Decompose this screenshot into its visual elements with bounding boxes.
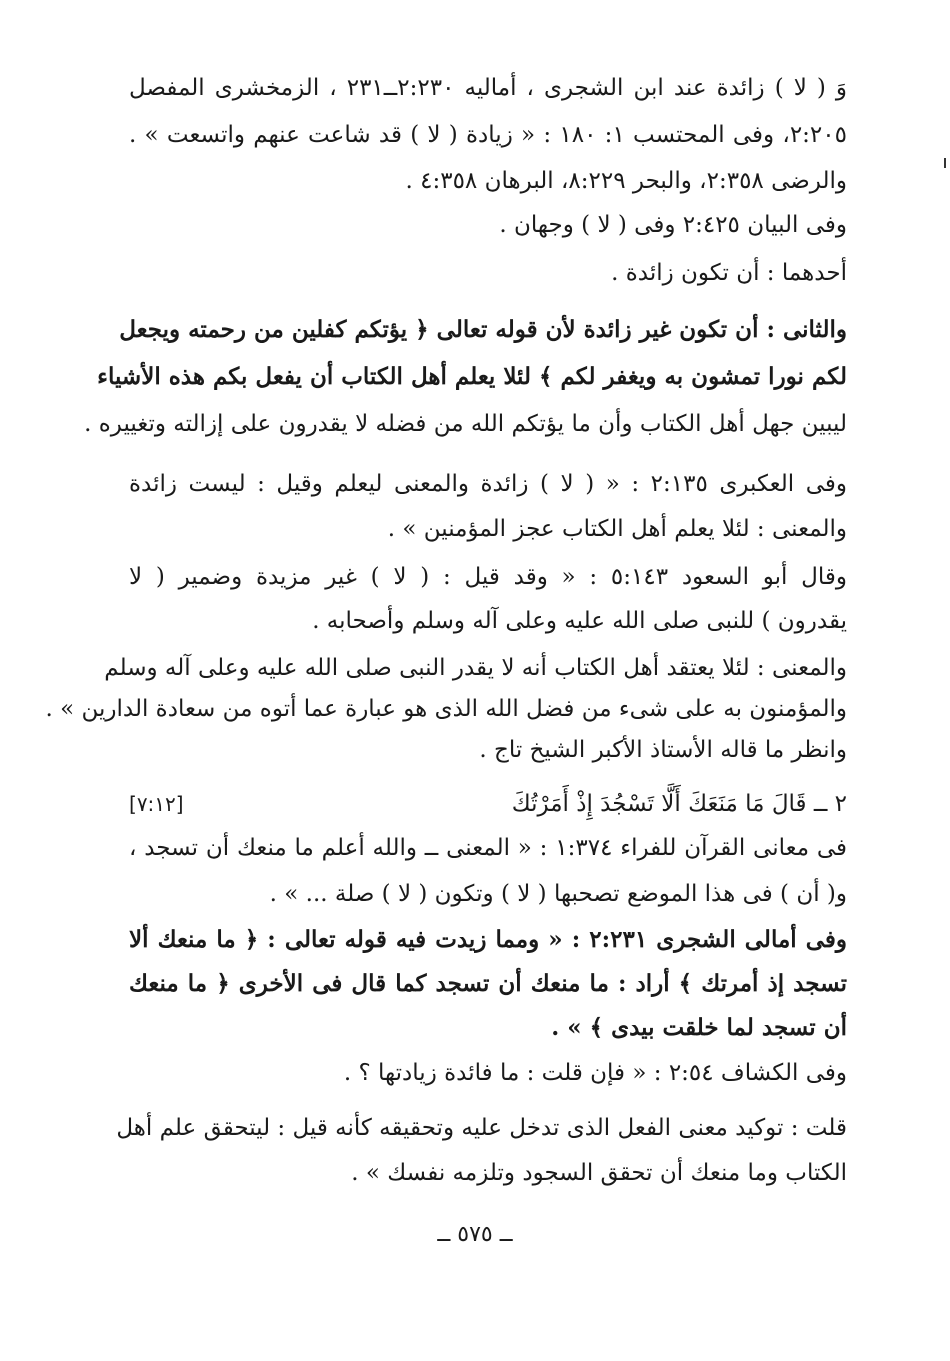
text-line-12: يقدرون ) للنبى صلى الله عليه وعلى آله وسلم وأصحابه .	[312, 608, 847, 634]
text-line-15: وانظر ما قاله الأستاذ الأكبر الشيخ تاج .	[479, 737, 847, 763]
text-line-3: والرضى ٢:٣٥٨، والبحر ٨:٢٢٩، البرهان ٤:٣٥٨ .	[405, 168, 847, 194]
text-line-7: لكم نورا تمشون به ويغفر لكم ﴾ لئلا يعلم أهل الكتاب أن يفعل بكم هذه الأشياء	[97, 363, 847, 390]
quran-verse-reference: [٧:١٢]	[129, 792, 184, 816]
text-line-23: الكتاب وما منعك أن تحقق السجود وتلزمه نفسك » .	[351, 1160, 847, 1186]
text-line-20: أن تسجد لما خلقت بيدى ﴾ » .	[551, 1014, 847, 1041]
text-line-8: ليبين جهل أهل الكتاب وأن ما يؤتكم الله من فضله لا يقدرون على إزالته وتغييره .	[84, 411, 847, 437]
page-number: ــ ٥٧٥ ــ	[437, 1222, 513, 1247]
text-line-17: و( أن ) فى هذا الموضع تصحبها ( لا ) وتكون ( لا ) صلة ... » .	[269, 881, 847, 907]
text-line-14: والمؤمنون به على شىء من فضل الله الذى هو عبارة عما أتوه من سعادة الدارين » .	[45, 696, 847, 722]
text-line-18: وفى أمالى الشجرى ٢:٢٣١ : « ومما زيدت فيه قوله تعالى : ﴿ ما منعك ألا	[129, 926, 847, 953]
quran-verse-text: ٢ ــ قَالَ مَا مَنَعَكَ أَلَّا تَسْجُدَ إِذْ أَمَرْتُكَ	[511, 791, 847, 817]
text-line-13: والمعنى : لئلا يعتقد أهل الكتاب أنه لا يقدر النبى صلى الله عليه وعلى آله وسلم	[104, 655, 847, 681]
text-line-10: والمعنى : لئلا يعلم أهل الكتاب عجز المؤمنين » .	[387, 516, 847, 542]
scan-edge-mark	[944, 158, 946, 168]
text-line-6: والثانى : أن تكون غير زائدة لأن قوله تعالى ﴿ يؤتكم كفلين من رحمته ويجعل	[119, 316, 847, 343]
text-line-4: وفى البيان ٢:٤٢٥ وفى ( لا ) وجهان .	[499, 212, 847, 238]
text-line-22: قلت : توكيد معنى الفعل الذى تدخل عليه وتحقيقه كأنه قيل : ليتحقق علم أهل	[116, 1115, 847, 1141]
text-line-5: أحدهما : أن تكون زائدة .	[611, 260, 847, 286]
text-line-9: وفى العكبرى ٢:١٣٥ : « ( لا ) زائدة والمعنى ليعلم وقيل : ليست زائدة	[129, 471, 847, 497]
text-line-1: وَ ( لا ) زائدة عند ابن الشجرى ، أماليه ٢:٢٣٠ــ٢٣١ ، الزمخشرى المفصل	[129, 75, 847, 101]
text-line-2: ٢:٢٠٥، وفى المحتسب ١: ١٨٠ : « زيادة ( لا ) قد شاعت عنهم واتسعت » .	[129, 122, 847, 148]
text-line-19: تسجد إذ أمرتك ﴾ أراد : ما منعك أن تسجد كما قال فى الأخرى ﴿ ما منعك	[129, 970, 847, 997]
text-line-16: فى معانى القرآن للفراء ١:٣٧٤ : « المعنى ــ والله أعلم ما منعك أن تسجد ،	[129, 835, 848, 861]
text-line-11: وقال أبو السعود ٥:١٤٣ : « وقد قيل : ( لا ) غير مزيدة وضمير ( لا	[129, 564, 847, 590]
text-line-21: وفى الكشاف ٢:٥٤ : « فإن قلت : ما فائدة زيادتها ؟ .	[343, 1060, 847, 1086]
